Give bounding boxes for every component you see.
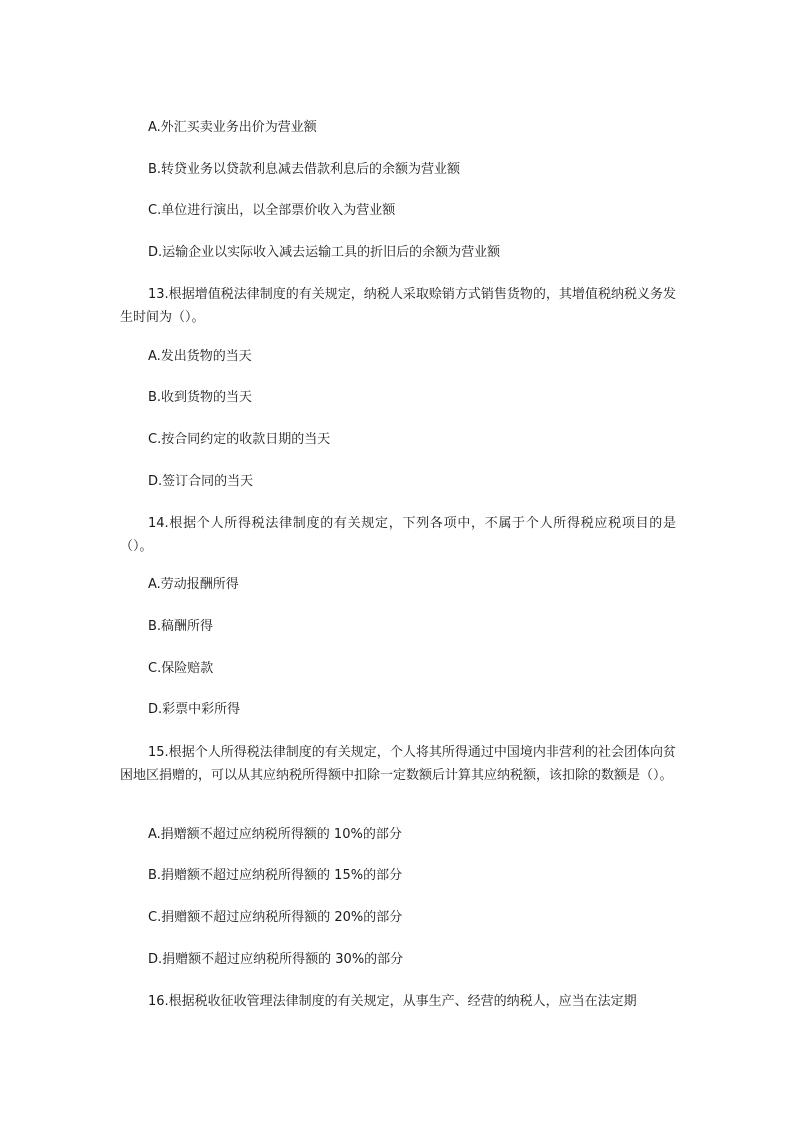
option-line: B.捐赠额不超过应纳税所得额的 15%的部分: [148, 868, 403, 883]
option-line: B.收到货物的当天: [148, 390, 253, 405]
option-line: A.劳动报酬所得: [148, 577, 239, 592]
option-line: C.捐赠额不超过应纳税所得额的 20%的部分: [148, 910, 403, 925]
question-16: 16.根据税收征收管理法律制度的有关规定，从事生产、经营的纳税人，应当在法定期: [148, 994, 637, 1009]
option-line: C.单位进行演出，以全部票价收入为营业额: [148, 203, 396, 218]
option-line: D.运输企业以实际收入减去运输工具的折旧后的余额为营业额: [148, 245, 501, 260]
option-line: A.发出货物的当天: [148, 349, 252, 364]
option-line: C.保险赔款: [148, 661, 214, 676]
option-line: B.转贷业务以贷款利息减去借款利息后的余额为营业额: [148, 162, 461, 177]
question-14: 14.根据个人所得税法律制度的有关规定，下列各项中，不属于个人所得税应税项目的是（）。: [120, 516, 676, 554]
option-line: D.签订合同的当天: [148, 474, 254, 489]
option-line: B.稿酬所得: [148, 619, 214, 634]
option-line: A.捐赠额不超过应纳税所得额的 10%的部分: [148, 827, 402, 842]
option-line: D.彩票中彩所得: [148, 702, 241, 717]
question-13: 13.根据增值税法律制度的有关规定，纳税人采取赊销方式销售货物的，其增值税纳税义务发生时间为（）。: [120, 287, 676, 325]
question-15: 15.根据个人所得税法律制度的有关规定，个人将其所得通过中国境内非营利的社会团体向贫困地区捐赠的，可以从其应纳税所得额中扣除一定数额后计算其应纳税额，该扣除的数额是（）。: [120, 745, 676, 783]
option-line: C.按合同约定的收款日期的当天: [148, 432, 331, 447]
option-line: D.捐赠额不超过应纳税所得额的 30%的部分: [148, 952, 404, 967]
option-line: A.外汇买卖业务出价为营业额: [148, 120, 317, 135]
